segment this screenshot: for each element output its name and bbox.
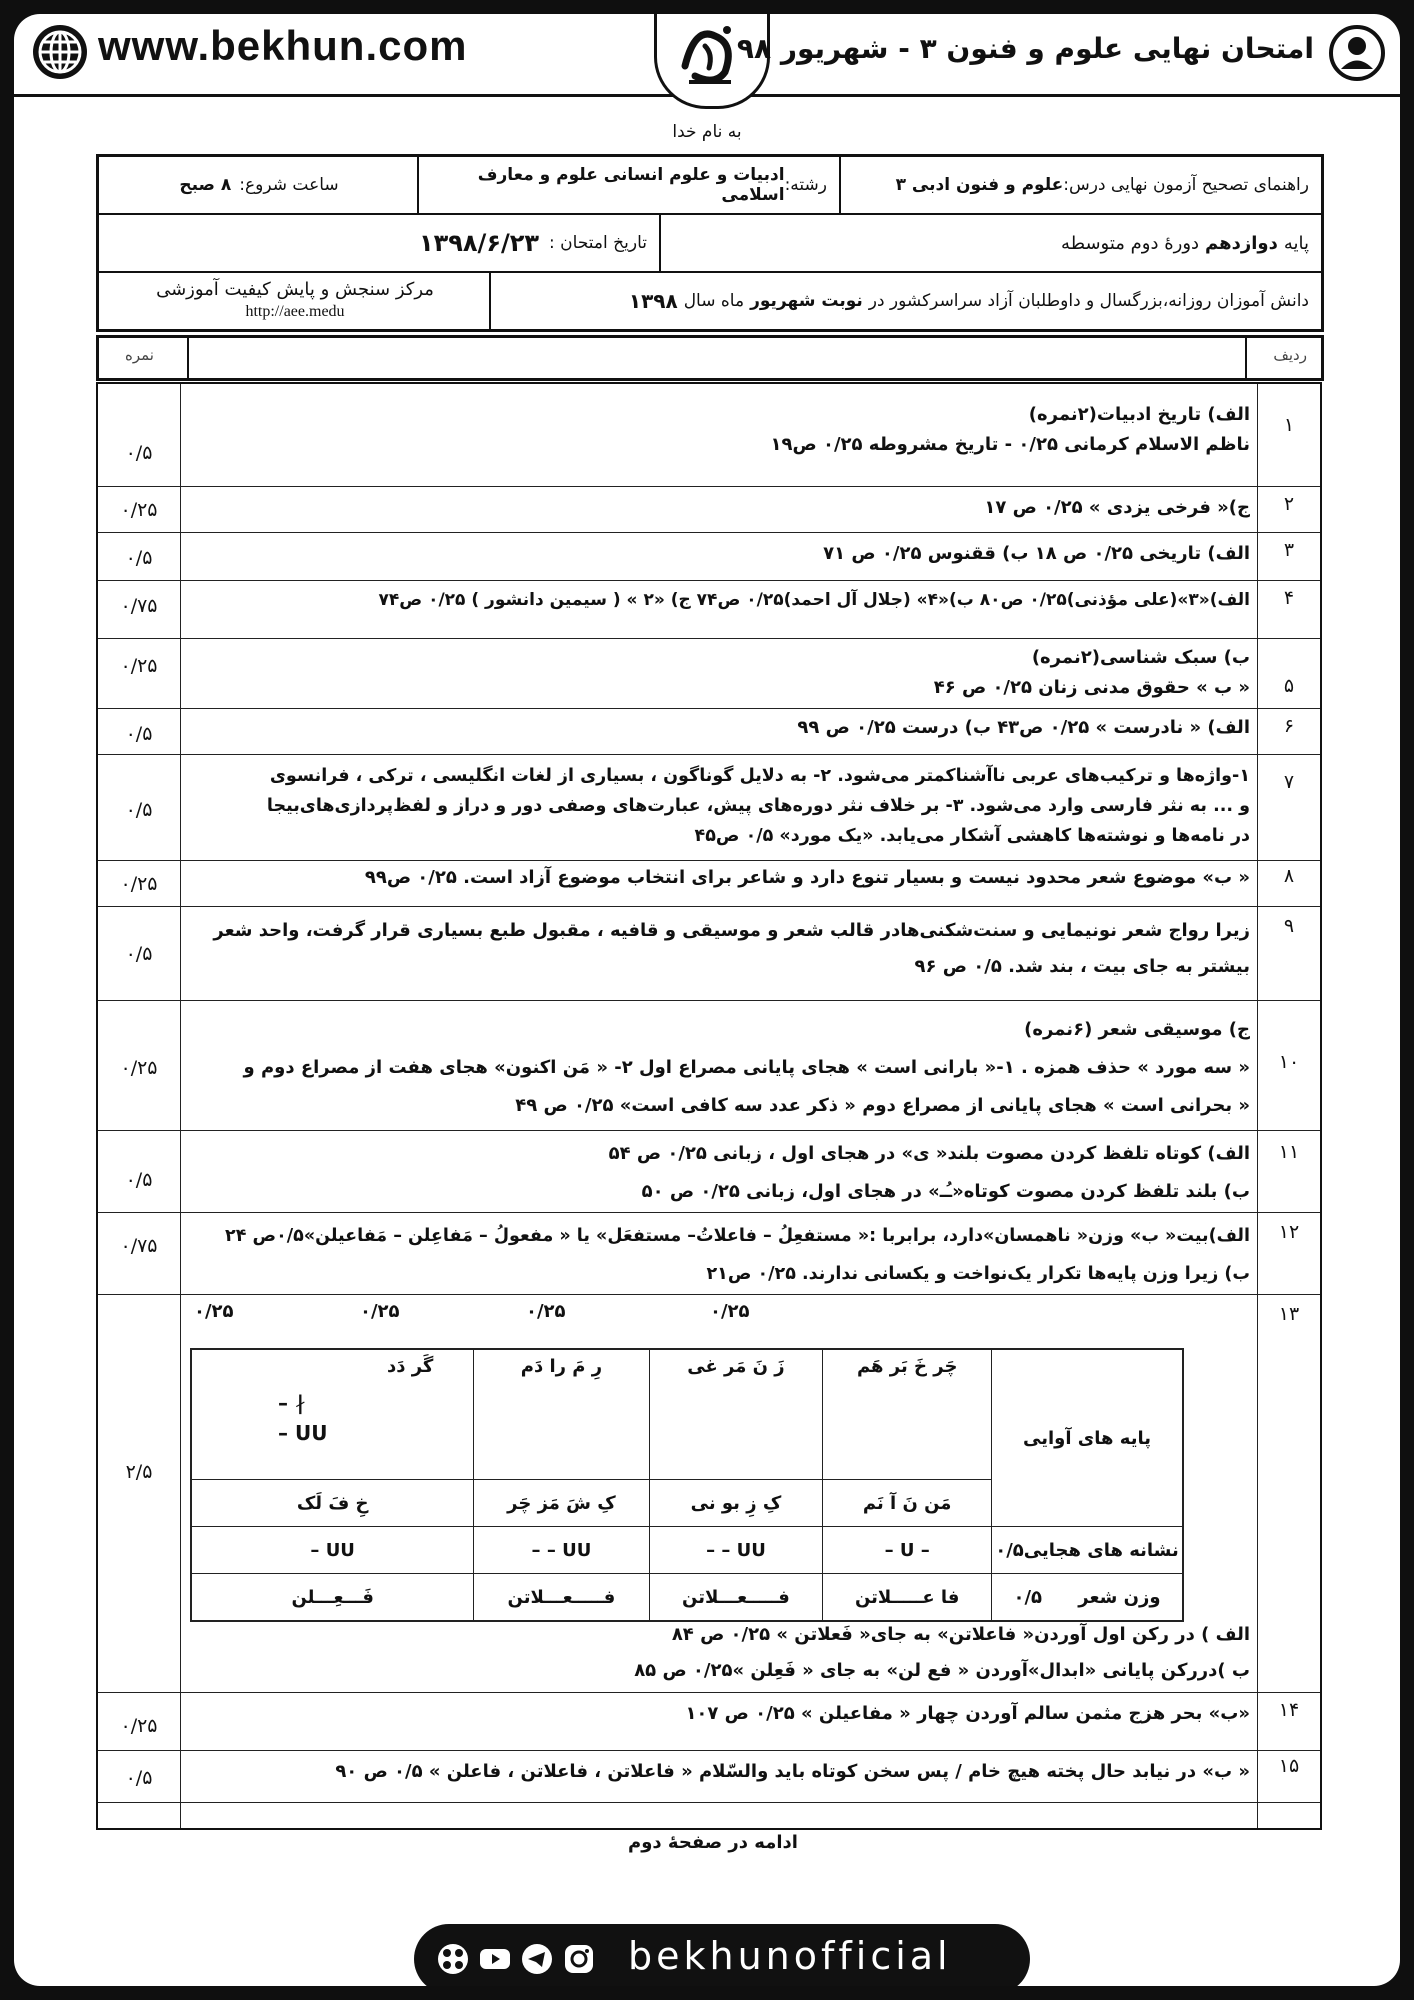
row-text: ج)« فرخی یزدی » ۰/۲۵ ص ۱۷	[984, 497, 1250, 518]
youtube-icon[interactable]	[478, 1942, 512, 1976]
foot-score: ۰/۲۵	[526, 1301, 566, 1322]
row-score: ۰/۵	[125, 1767, 153, 1789]
start-time: ۸ صبح	[179, 175, 232, 195]
audience-year: ۱۳۹۸	[628, 289, 678, 313]
row-text: الف) تاریخ ادبیات(۲نمره)	[1028, 404, 1250, 425]
row-text: «ب» بحر هزج مثمن سالم آوردن چهار « مفاعیلن » ۰/۲۵ ص ۱۰۷	[685, 1703, 1250, 1724]
foot-score: ۰/۲۵	[194, 1301, 234, 1322]
row-text: ب) سبک شناسی(۲نمره)	[1031, 647, 1250, 668]
row-text: الف) « نادرست » ۰/۲۵ ص۴۳ ب) درست ۰/۲۵ ص ۹۹	[797, 717, 1250, 738]
row-text: زیرا رواج شعر نونیمایی و سنت‌شکنی‌هادر قالب شعر و موسیقی و قافیه ، مقبول طبع بسیاری قرار گرفت، واحد شعر	[213, 920, 1250, 941]
table-row	[98, 384, 1320, 486]
meter-cell: فـــــعـــلاتن	[649, 1574, 823, 1621]
sign-cell: – UU	[191, 1527, 474, 1574]
grade-prefix: پایه	[1283, 232, 1309, 254]
audience-session: نوبت شهریور	[750, 291, 863, 311]
row-text: « ب» موضوع شعر محدود نیست و بسیار تنوع دارد و شاعر برای انتخاب موضوع آزاد است. ۰/۲۵ ص۹۹	[364, 867, 1250, 888]
foot-score: ۰/۲۵	[710, 1301, 750, 1322]
globe-icon	[30, 22, 90, 82]
row-column-label: ردیف	[1273, 346, 1307, 364]
meter-label-cell	[992, 1574, 1184, 1621]
row-text: ب) زیرا وزن پایه‌ها تکرار یک‌نواخت و یکسانی ندارند. ۰/۲۵ ص۲۱	[706, 1264, 1250, 1284]
row-text: الف ) در رکن اول آوردن« فاعلاتن» به جای« فَعلاتن » ۰/۲۵ ص ۸۴	[671, 1624, 1250, 1645]
row-text: الف) تاریخی ۰/۲۵ ص ۱۸ ب) ققنوس ۰/۲۵ ص ۷۱	[823, 543, 1250, 564]
row-number: ۲	[1283, 493, 1295, 515]
row-text: « سه مورد » حذف همزه . ۱-« بارانی است » هجای پایانی مصراع اول ۲- « مَن اکنون» هجای هفت از مصراع دوم و	[243, 1057, 1250, 1078]
foot-cell: رِ مَ را دَم	[474, 1349, 649, 1480]
row-number: ۳	[1283, 539, 1295, 561]
row-score: ۰/۷۵	[120, 595, 158, 617]
meter-table	[190, 1348, 1184, 1622]
correction-mark: – UU	[278, 1421, 328, 1445]
meter-cell: فا عـــــلاتن	[823, 1574, 992, 1621]
foot-cell: گَر دَد	[386, 1356, 434, 1377]
row-number: ۶	[1283, 715, 1295, 737]
row-text: « بحرانی است » هجای پایانی از مصراع دوم « ذکر عدد سه کافی است» ۰/۲۵ ص ۴۹	[515, 1095, 1250, 1116]
row-number: ۱۱	[1278, 1141, 1300, 1163]
telegram-icon[interactable]	[520, 1942, 554, 1976]
row-text: الف) کوتاه تلفظ کردن مصوت بلند« ی» در هجای اول ، زبانی ۰/۲۵ ص ۵۴	[608, 1143, 1250, 1164]
row-text: در نامه‌ها و نوشته‌ها کاهشی آشکار می‌یابد. «یک مورد» ۰/۵ ص۴۵	[694, 826, 1250, 846]
grade: دوازدهم	[1205, 232, 1278, 254]
center-cell	[101, 273, 489, 329]
foot-scores	[98, 1301, 1320, 1329]
column-header	[96, 335, 1324, 381]
score-column-label: نمره	[125, 346, 154, 364]
table-row	[98, 638, 1320, 709]
row-score: ۰/۲۵	[120, 499, 158, 521]
table-row	[98, 532, 1320, 581]
foot-cell: کِ شَ مَز چَر	[474, 1480, 649, 1527]
row-text: و ... به نثر فارسی وارد می‌شود. ۳- بر خلاف نثر دوره‌های پیش، عبارت‌های وصفی دور و دراز و لفظ‌پردازی‌های‌بیجا	[266, 796, 1250, 816]
meter-cell: فَـــعِـــلن	[191, 1574, 474, 1621]
social-bar	[414, 1924, 1030, 1986]
row-score: ۲/۵	[125, 1461, 153, 1483]
row-number: ۱۵	[1278, 1755, 1300, 1777]
row-score: ۰/۵	[125, 799, 153, 821]
row-score: ۰/۵	[125, 442, 153, 464]
field-label: رشته:	[784, 175, 827, 195]
logo-icon	[675, 16, 745, 94]
date-cell	[119, 215, 659, 271]
row-text: ب) بلند تلفظ کردن مصوت کوتاه«ـُـ» در هجای اول، زبانی ۰/۲۵ ص ۵۰	[641, 1181, 1250, 1202]
row-text: ب )دررکن پایانی «ابدال»آوردن « فع لن» به جای « فَعِلن »۰/۲۵ ص ۸۵	[634, 1660, 1250, 1681]
row-number: ۱۲	[1278, 1221, 1300, 1243]
course-name: علوم و فنون ادبی ۳	[895, 175, 1064, 195]
instagram-icon[interactable]	[562, 1942, 596, 1976]
table-row	[98, 1750, 1320, 1803]
basmala: به نام خدا	[672, 122, 742, 142]
user-icon	[1328, 24, 1386, 82]
site-url[interactable]: www.bekhun.com	[98, 22, 468, 69]
top-banner	[14, 14, 1400, 97]
start-time-cell	[101, 157, 417, 213]
meter-cell: فـــــعـــلاتن	[474, 1574, 649, 1621]
audience-cell	[491, 273, 1321, 329]
row-text: الف)بیت« ب» وزن« ناهمسان»دارد، برابربا :« مستفعِلُ – فاعلاتُ– مستفعَل» یا « مفعولُ – مَفاعِلن – مَفاعیلن»۰/۵ص ۲۴	[225, 1226, 1250, 1246]
table-row	[98, 1000, 1320, 1131]
table-row	[98, 486, 1320, 533]
table-row	[98, 1692, 1320, 1751]
foot-cell: زَ نَ مَر غی	[649, 1349, 823, 1480]
row-score: ۰/۵	[125, 943, 153, 965]
guide-label: راهنمای تصحیح آزمون نهایی درس:	[1063, 175, 1309, 195]
foot-cell: کِ زِ بو نی	[649, 1480, 823, 1527]
date-label: تاریخ امتحان :	[549, 233, 647, 253]
meter-label: وزن شعر	[1078, 1586, 1161, 1608]
table-row	[98, 708, 1320, 755]
table-row	[98, 1130, 1320, 1213]
row-text: ۱-واژه‌ها و ترکیب‌های عربی ناآشناکمتر می‌شود. ۲- به دلایل گوناگون ، بسیاری از لغات انگلیسی ، ترکی ، فرانسوی	[269, 766, 1250, 786]
row-score: ۰/۵	[125, 547, 153, 569]
social-handle[interactable]: bekhunofficial	[628, 1934, 952, 1978]
row-number: ۵	[1283, 675, 1295, 697]
row-text: « ب » حقوق مدنی زنان ۰/۲۵ ص ۴۶	[933, 677, 1250, 698]
continuation-note: ادامه در صفحهٔ دوم	[628, 1832, 798, 1853]
row-text: ج) موسیقی شعر (۶نمره)	[1024, 1019, 1250, 1040]
course-cell	[841, 157, 1321, 213]
table-row	[98, 860, 1320, 907]
row-number: ۸	[1283, 865, 1295, 887]
table-row	[98, 754, 1320, 861]
grade-suffix: دورهٔ دوم متوسطه	[1061, 232, 1200, 254]
foot-cell-corrected	[191, 1349, 474, 1480]
field-name: ادبیات و علوم انسانی علوم و معارف اسلامی	[477, 165, 785, 205]
audience-mid: ماه سال	[683, 291, 745, 311]
foot-cell: مَن نَ آ نَم	[823, 1480, 992, 1527]
foot-score: ۰/۲۵	[360, 1301, 400, 1322]
row-number: ۱۴	[1278, 1699, 1300, 1721]
row-score: ۰/۲۵	[120, 1057, 158, 1079]
row-score: ۰/۷۵	[120, 1235, 158, 1257]
row-score: ۰/۲۵	[120, 655, 158, 677]
sign-cell: – – UU	[649, 1527, 823, 1574]
row-text: ناظم الاسلام کرمانی ۰/۲۵ - تاریخ مشروطه ۰/۲۵ ص۱۹	[770, 434, 1250, 455]
exam-answer-sheet	[14, 14, 1400, 1986]
exam-date: ۱۳۹۸/۶/۲۳	[418, 229, 540, 257]
table-row	[98, 1212, 1320, 1295]
row-text: « ب» در نیابد حال پخته هیچ خام / پس سخن کوتاه باید والسّلام « فاعلاتن ، فاعلاتن ، فاعلن » ۰/۵ ص ۹۰	[335, 1761, 1250, 1782]
grade-cell	[661, 215, 1321, 271]
center-url[interactable]: http://aee.medu	[245, 303, 345, 320]
table-row	[98, 906, 1320, 1001]
correction-mark: – ∤	[278, 1391, 305, 1415]
sign-cell: – U –	[823, 1527, 992, 1574]
foot-cell: چَر خَ بَر هَم	[823, 1349, 992, 1480]
foot-cell: خِ فَ لَک	[191, 1480, 474, 1527]
row-number: ۷	[1283, 771, 1295, 793]
start-label: ساعت شروع:	[239, 175, 339, 195]
row-score: ۰/۲۵	[120, 1715, 158, 1737]
audience-text: دانش آموزان روزانه،بزرگسال و داوطلبان آزاد سراسرکشور در	[868, 291, 1309, 311]
continuation-row	[98, 1802, 1320, 1829]
row-score: ۰/۵	[125, 723, 153, 745]
row-score: ۰/۲۵	[120, 873, 158, 895]
sign-cell: – – UU	[474, 1527, 649, 1574]
row-number: ۱۳	[1278, 1303, 1300, 1325]
aparat-icon[interactable]	[436, 1942, 470, 1976]
center-name: مرکز سنجش و پایش کیفیت آموزشی	[156, 279, 434, 300]
meter-score: ۰/۵	[1013, 1586, 1042, 1608]
row-number: ۱۰	[1278, 1051, 1300, 1073]
row-number: ۹	[1283, 915, 1295, 937]
field-cell	[419, 157, 839, 213]
exam-info-box	[96, 154, 1324, 332]
exam-title: امتحان نهایی علوم و فنون ۳ - شهریور ۹۸	[736, 32, 1314, 65]
feet-label: پایه های آوایی	[992, 1349, 1184, 1527]
table-row	[98, 580, 1320, 639]
row-number: ۱	[1283, 414, 1295, 436]
signs-label: نشانه های هجایی۰/۵	[992, 1527, 1184, 1574]
row-number: ۴	[1283, 587, 1295, 609]
row-score: ۰/۵	[125, 1169, 153, 1191]
row-text: الف)«۳»(علی مؤذنی)۰/۲۵ ص۸۰ ب)«۴» (جلال آل احمد)۰/۲۵ ص۷۴ ج) «۲ » ( سیمین دانشور ) ۰/۲۵ ص۷۴	[378, 590, 1250, 610]
row-text: بیشتر به جای بیت ، بند شد. ۰/۵ ص ۹۶	[914, 956, 1250, 977]
